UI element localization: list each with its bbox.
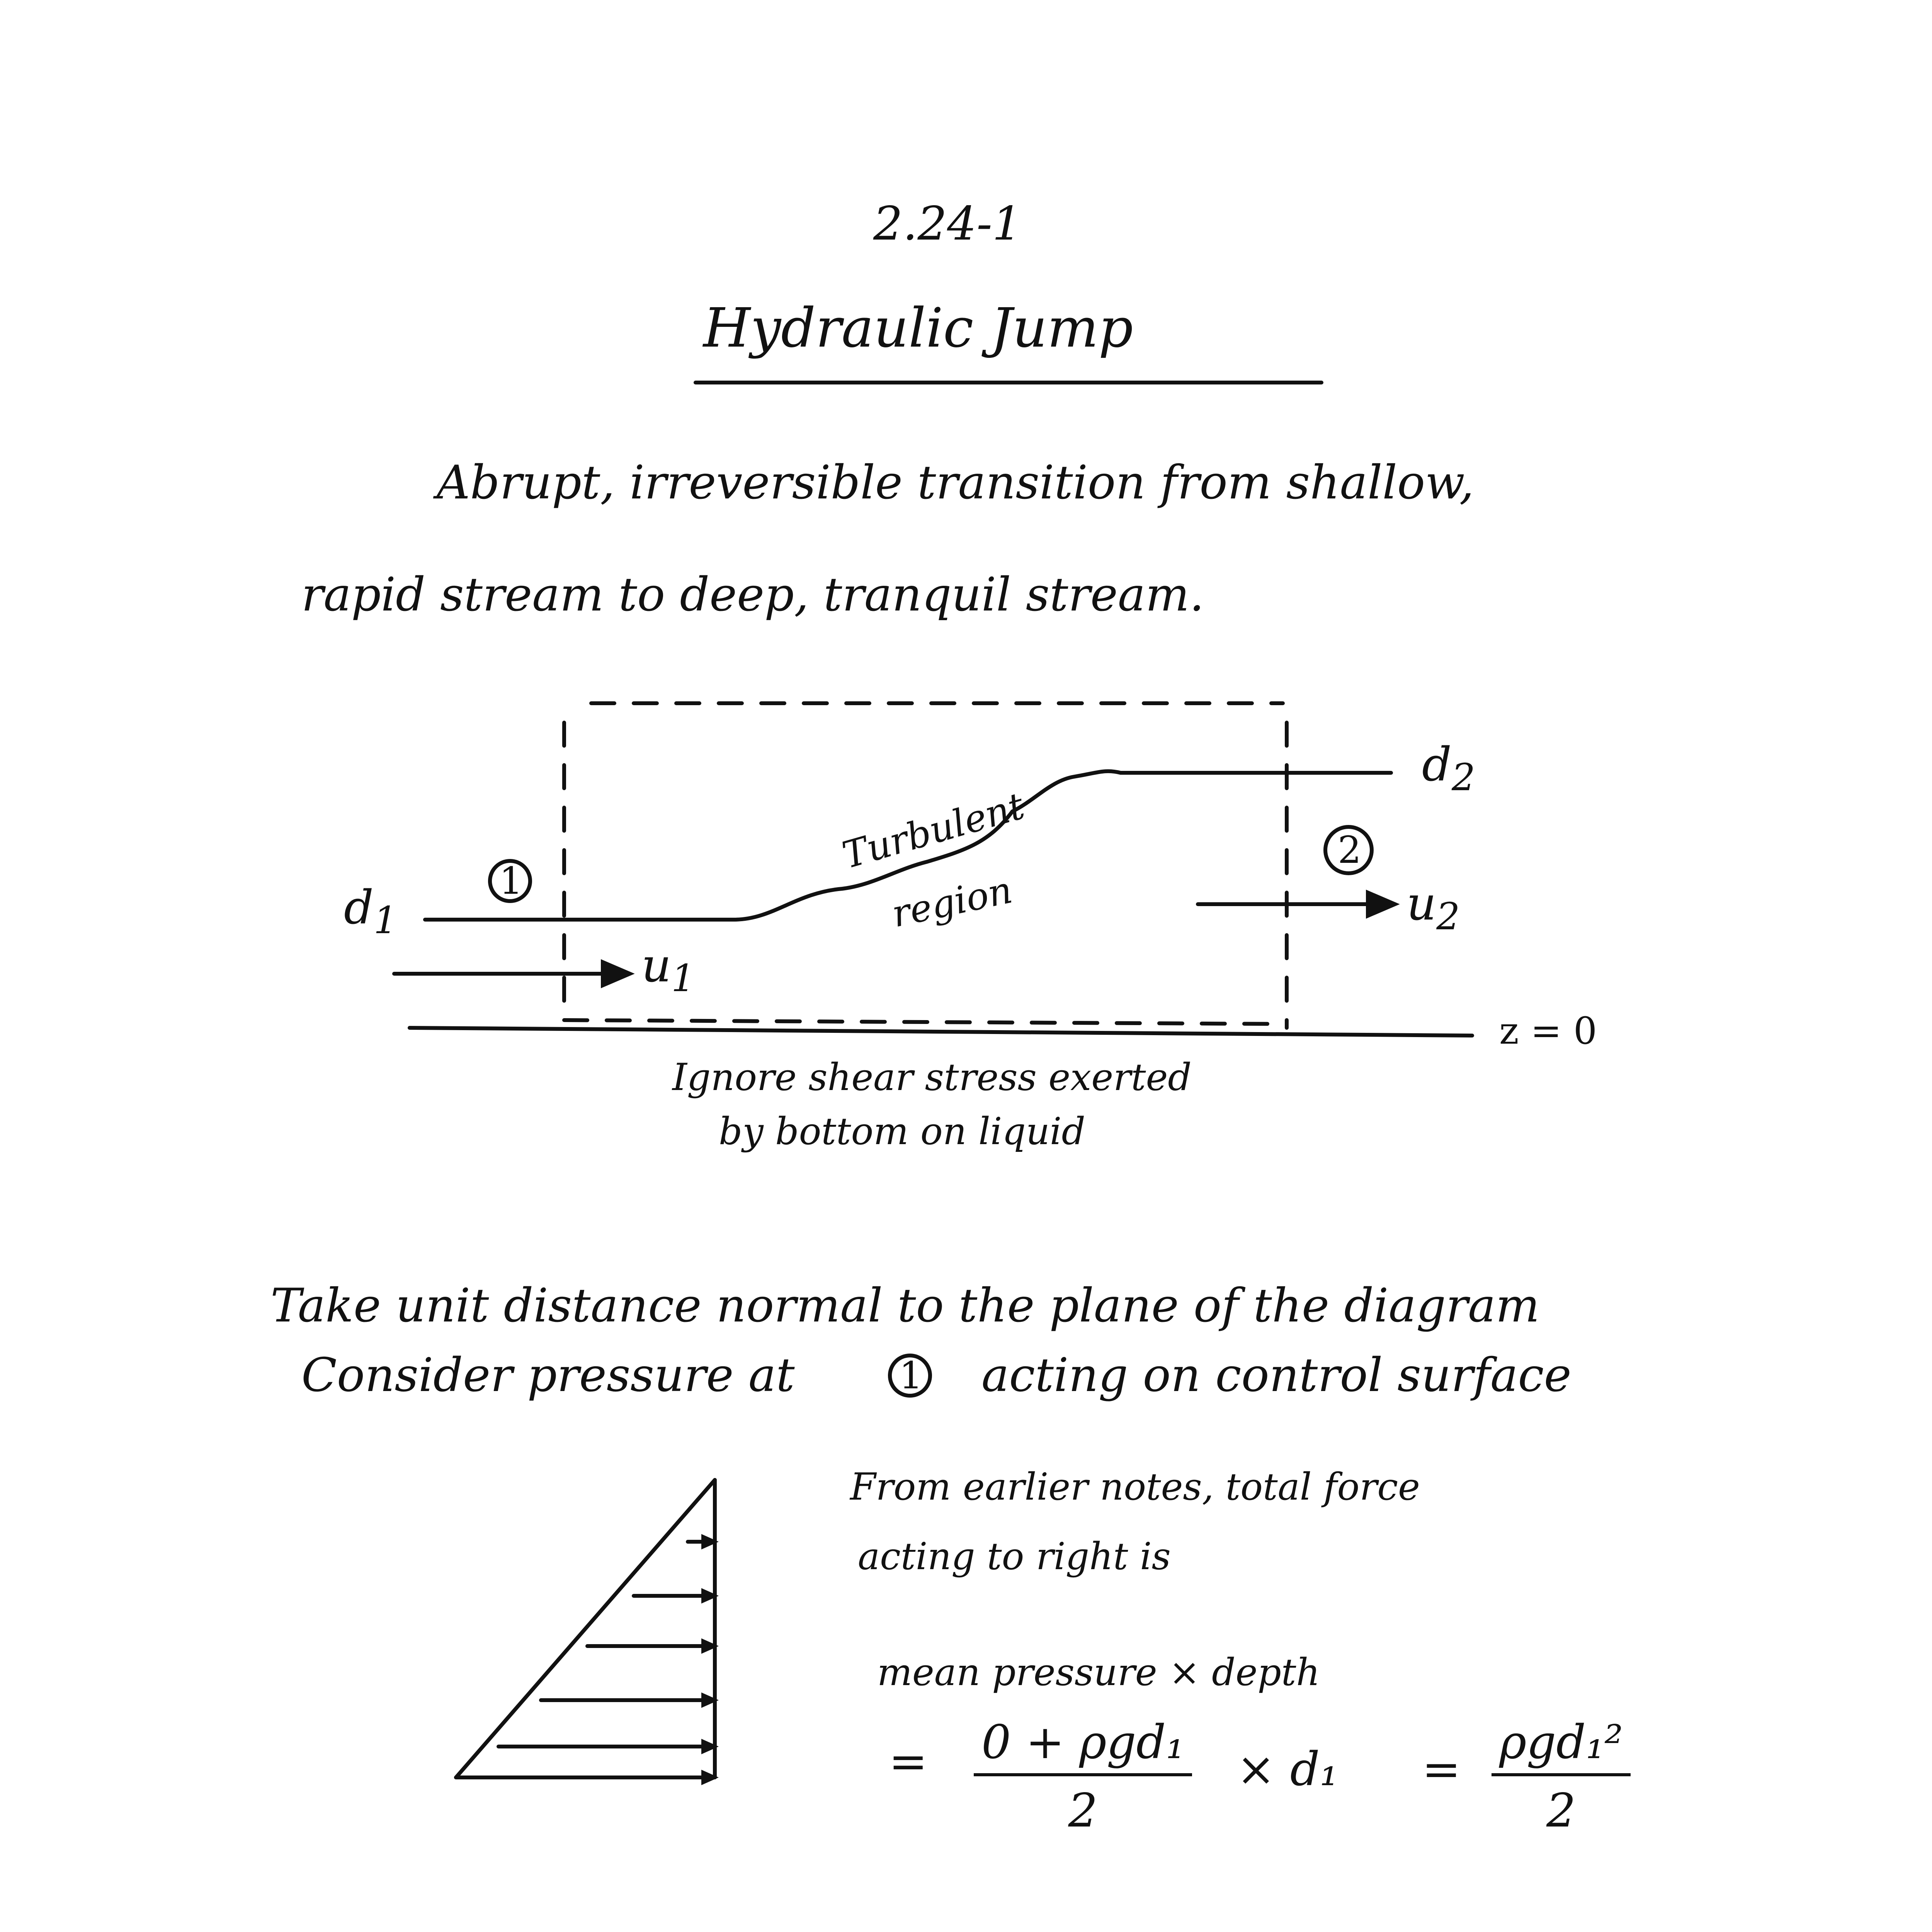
depth-d1-label: $d_1$	[344, 881, 397, 942]
force-eq-result-denominator: 2	[1546, 1784, 1576, 1838]
velocity-u2-label: $u_2$	[1406, 877, 1460, 938]
body-line-1: Take unit distance normal to the plane of the diagram	[270, 1279, 1540, 1333]
diagram-caption-line-1: Ignore shear stress exerted	[672, 1056, 1192, 1099]
force-eq-times-depth: × d₁	[1236, 1743, 1338, 1796]
force-eq-equals-1: =	[889, 1735, 928, 1789]
body-line-2b: acting on control surface	[981, 1349, 1571, 1402]
force-eq-result-numerator: ρgd₁²	[1492, 1716, 1631, 1776]
force-note-line-3: mean pressure × depth	[877, 1651, 1320, 1694]
inline-section-1-number: 1	[899, 1354, 923, 1397]
force-eq-equals-2: =	[1422, 1743, 1461, 1796]
intro-line-1: Abrupt, irreversible transition from shallow,	[437, 456, 1474, 510]
force-eq-fraction	[974, 1716, 1192, 1838]
turbulent-label: Turbulent	[837, 784, 1029, 877]
section-2-number: 2	[1338, 828, 1362, 872]
force-note-line-1: From earlier notes, total force	[850, 1465, 1420, 1509]
force-eq-numerator: 0 + ρgd₁	[974, 1716, 1192, 1776]
diagram-caption-line-2: by bottom on liquid	[719, 1110, 1085, 1153]
page-title: Hydraulic Jump	[703, 297, 1133, 360]
channel-bottom-line	[410, 1028, 1472, 1036]
force-eq-result-fraction	[1492, 1716, 1631, 1838]
section-1-number: 1	[499, 859, 523, 903]
velocity-u1-label: $u_1$	[641, 939, 695, 1000]
datum-label: z = 0	[1499, 1009, 1597, 1053]
region-label: region	[888, 868, 1016, 936]
intro-line-2: rapid stream to deep, tranquil stream.	[301, 568, 1204, 622]
depth-d2-label: $d_2$	[1422, 738, 1475, 799]
body-line-2a: Consider pressure at	[301, 1349, 795, 1402]
pressure-distribution-triangle	[456, 1480, 715, 1777]
page-reference: 2.24-1	[873, 197, 1022, 251]
force-eq-denominator: 2	[1068, 1784, 1098, 1838]
force-note-line-2: acting to right is	[858, 1535, 1171, 1578]
